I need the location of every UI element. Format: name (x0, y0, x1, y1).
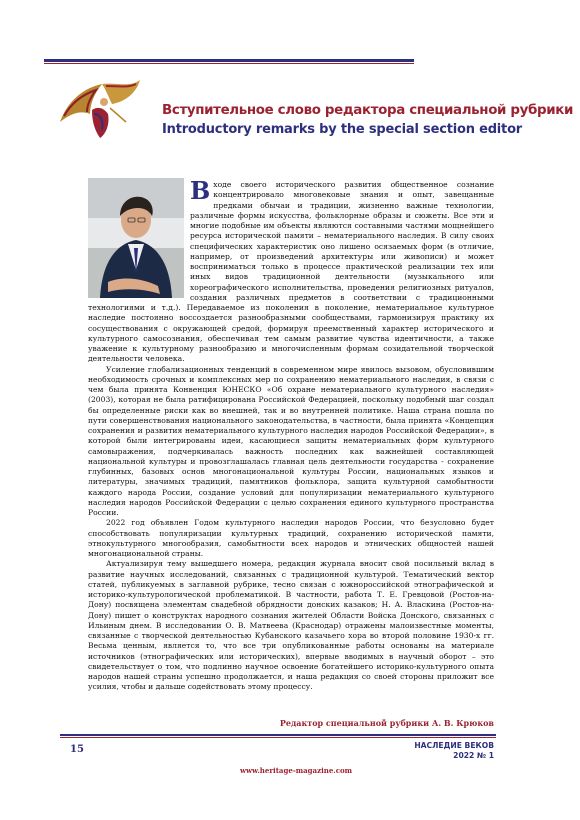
section-title-ru: Вступительное слово редактора специальной рубрики (162, 103, 574, 118)
header-rule-blue (44, 59, 414, 62)
angel-emblem (50, 70, 150, 140)
paragraph-1-text: ходе своего исторического развития общественное сознание концентрировало многовековые знания и опыт, завещанные предками обычаи и традиции, жизненно важные технологии, различные формы искусства, фольклорные образы и сюжеты. Все эти и многие подобные им объекты являются составными частями мощнейшего ресурса исторической памяти – нематериального наследия. В силу своих специфических характеристик оно лишено осязаемых форм (в отличие, например, от произведений архитектуры или живописи) и может восприниматься только в процессе практической реализации тех или иных видов традиционной деятельности (музыкального или хореографического исполнительства, проведения религиозных ритуалов, создания различных предметов в соответствии с традиционными технологиями и т.д.). Передаваемое из поколения в поколение, нематериальное культурное наследие постоянно воссоздается разнообразными сообществами, гармонизируя практику их сосуществования с окружающей средой, формируя преемственный характер исторического и культурного самосознания, обеспечивая тем самым развитие чувства идентичности, а также уважение к культурному разнообразию и многочисленным формам созидательной творческой деятельности человека. (88, 180, 494, 364)
footer-rule-red (60, 737, 496, 738)
paragraph-3: 2022 год объявлен Годом культурного наследия народов России, что безусловно будет способствовать популяризации культурных традиций, сохранению исторической памяти, этнокультурного многообразия, самобытности всех народов и этнических общностей нашей многонациональной страны. (88, 518, 494, 558)
footer-rule-blue (60, 734, 496, 736)
journal-title: НАСЛЕДИЕ ВЕКОВ (414, 741, 494, 750)
page-number: 15 (70, 744, 84, 755)
editor-signature: Редактор специальной рубрики А. В. Крюков (279, 718, 494, 728)
paragraph-2: Усиление глобализационных тенденций в современном мире явилось вызовом, обусловившим необходимость срочных и комплексных мер по сохранению нематериального наследия, в связи с чем была принята Конвенция ЮНЕСКО «Об охране нематериального культурного наследия» (2003), которая не была ратифицирована Российской Федерацией, поскольку подобный шаг создал бы определенные риски как во внешней, так и во внутренней политике. Наша страна пошла по пути совершенствования национального законодательства, в частности, была принята «Концепция сохранения и развития нематериального культурного наследия народов Российской Федерации», в которой были интегрированы идеи, касающиеся защиты нематериальных форм культурного самовыражения, подчеркивалась важность последних как важнейшей составляющей национальной культуры и провозглашалась главная цель деятельности государства - сохранение глубинных, базовых основ многонациональной культуры России, национальных языков и литературы, значимых традиций, памятников фольклора, защита культурной самобытности каждого народа России, создание условий для популяризации нематериального культурного наследия народов Российской Федерации с целью сохранения единого культурного пространства России. (88, 364, 494, 517)
drop-cap-letter: В (190, 176, 211, 205)
journal-issue: 2022 № 1 (453, 751, 494, 760)
header-rule-red (44, 63, 414, 64)
website-link[interactable]: www.heritage-magazine.com (240, 766, 353, 775)
article-body (88, 176, 494, 693)
journal-info (414, 741, 494, 761)
section-title-en: Introductory remarks by the special section editor (162, 122, 523, 137)
paragraph-4: Актуализируя тему вышедшего номера, редакция журнала вносит свой посильный вклад в развитие научных исследований, связанных с традиционной культурой. Тематический вектор статей, публикуемых в заглавной рубрике, тесно связан с южнороссийской этнографической и историко-культурологической проблематикой. В частности, работа Т. Е. Гревцовой (Ростов-на-Дону) посвящена элементам свадебной обрядности донских казаков; Н. А. Власкина (Ростов-на-Дону) пишет о конструктах народного сознания жителей Области Войска Донского, связанных с Ильиным днем. В исследовании О. В. Матвеева (Краснодар) отражены малоизвестные моменты, связанные с творческой деятельностью Кубанского казачьего хора во второй половине 1930-х гг. Весьма ценным, является то, что все три опубликованные работы основаны на материале источников (этнографических или исторических), впервые вводимых в научный оборот – это свидетельствует о том, что подлинно научное освоение богатейшего историко-культурного опыта народов нашей страны успешно продолжается, и наша редакция со своей стороны приложит все усилия, чтобы и дальше содействовать этому процессу. (88, 559, 494, 692)
photo-float-spacer (88, 180, 190, 298)
